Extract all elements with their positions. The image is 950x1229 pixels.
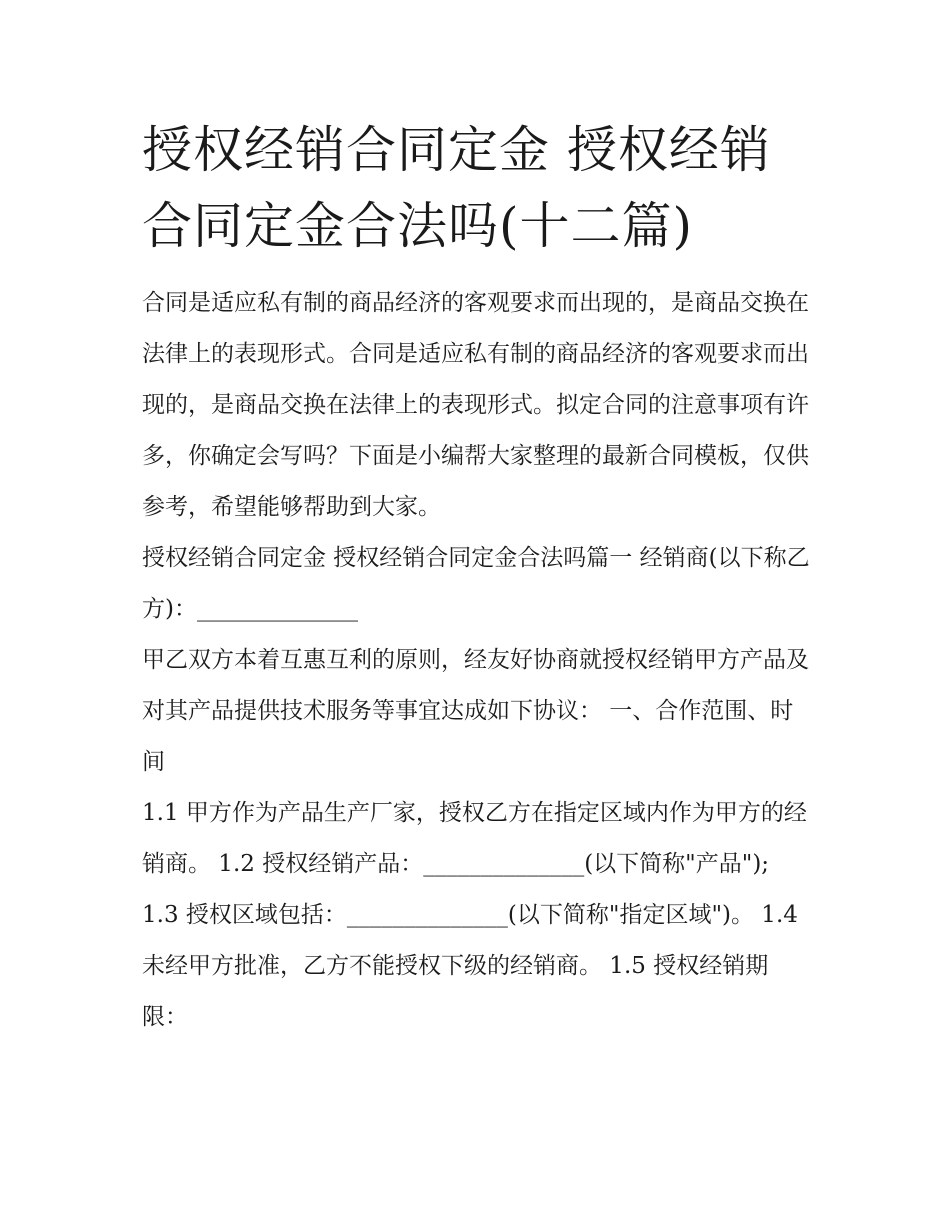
clause-1-1-paragraph: 1.1 甲方作为产品生产厂家，授权乙方在指定区域内作为甲方的经销商。 1.2 授权经销产品：______________(以下简称"产品"); (142, 800, 807, 877)
intro-paragraph: 合同是适应私有制的商品经济的客观要求而出现的，是商品交换在法律上的表现形式。合同是适应私有制的商品经济的客观要求而出现的，是商品交换在法律上的表现形式。拟定合同的注意事项有许多，你确定会写吗？下面是小编帮大家整理的最新合同模板，仅供参考，希望能够帮助到大家。 (142, 290, 809, 520)
clause-1-3-paragraph: 1.3 授权区域包括：______________(以下简称"指定区域")。 1.4 未经甲方批准，乙方不能授权下级的经销商。 1.5 授权经销期限： (142, 902, 798, 1030)
document-page (142, 112, 812, 1043)
dealer-paragraph: 授权经销合同定金 授权经销合同定金合法吗篇一 经销商(以下称乙方)：______________ (142, 545, 810, 622)
document-title: 授权经销合同定金 授权经销合同定金合法吗(十二篇) (142, 121, 771, 255)
agreement-paragraph: 甲乙双方本着互惠互利的原则，经友好协商就授权经销甲方产品及对其产品提供技术服务等事宜达成如下协议： 一、合作范围、时间 (142, 647, 809, 775)
